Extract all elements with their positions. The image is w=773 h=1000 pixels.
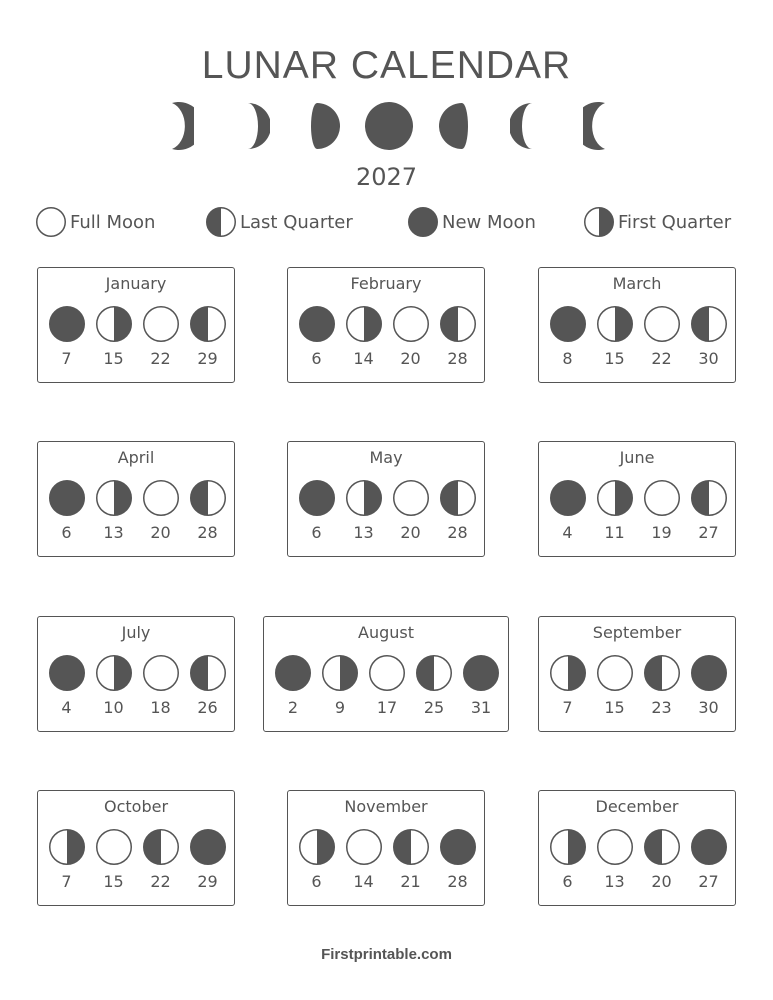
phase-entry xyxy=(190,829,226,891)
month-name: March xyxy=(612,274,662,293)
phase-day: 14 xyxy=(353,872,374,891)
phase-day: 9 xyxy=(334,698,346,717)
phase-day: 7 xyxy=(61,349,72,368)
phase-day: 6 xyxy=(562,872,573,891)
phase-entry xyxy=(416,655,452,717)
moon-first-icon xyxy=(346,480,382,516)
phase-day: 15 xyxy=(103,872,124,891)
phase-entry xyxy=(597,829,633,891)
year-label: 2027 xyxy=(355,163,418,191)
phase-entry xyxy=(143,306,179,368)
moon-full-icon xyxy=(143,655,179,691)
phase-day: 20 xyxy=(400,523,421,542)
moon-new-icon xyxy=(49,480,85,516)
moon-last-icon xyxy=(644,655,680,691)
moon-new-icon xyxy=(550,306,586,342)
phase-day: 22 xyxy=(150,872,171,891)
phase-day: 30 xyxy=(698,349,719,368)
phase-entry xyxy=(597,655,633,717)
phase-entry xyxy=(440,306,476,368)
month-name: October xyxy=(103,797,169,816)
phase-entry xyxy=(275,655,311,717)
phase-entry xyxy=(346,480,382,542)
phase-day: 6 xyxy=(311,349,322,368)
phase-entry xyxy=(49,829,85,891)
phase-day: 17 xyxy=(376,698,398,717)
phase-entry xyxy=(143,655,179,717)
phase-entry xyxy=(143,829,179,891)
month-name: January xyxy=(105,274,167,293)
waxing-half-icon xyxy=(510,101,560,151)
phase-entry xyxy=(393,829,429,891)
phase-entry xyxy=(299,829,335,891)
phase-day: 15 xyxy=(103,349,124,368)
waxing-crescent-icon xyxy=(583,101,633,151)
phase-entry xyxy=(463,655,499,717)
phase-entry xyxy=(96,480,132,542)
month-card-october xyxy=(37,790,235,906)
month-name: August xyxy=(358,623,414,642)
phase-entry xyxy=(49,655,85,717)
moon-full-icon xyxy=(346,829,382,865)
moon-full-icon xyxy=(393,306,429,342)
phase-entry xyxy=(299,306,335,368)
phase-day: 25 xyxy=(423,698,445,717)
phase-entry xyxy=(143,480,179,542)
phase-entry xyxy=(691,306,727,368)
phase-entry xyxy=(346,306,382,368)
moon-new-icon xyxy=(275,655,311,691)
month-name: April xyxy=(117,448,155,467)
moon-first-icon xyxy=(96,655,132,691)
moon-last-icon xyxy=(440,480,476,516)
moon-last-icon xyxy=(440,306,476,342)
month-name: February xyxy=(350,274,422,293)
moon-last-icon xyxy=(190,306,226,342)
moon-last-icon xyxy=(206,207,240,237)
phase-day: 13 xyxy=(353,523,374,542)
month-name: November xyxy=(344,797,428,816)
phase-day: 18 xyxy=(150,698,171,717)
moon-first-icon xyxy=(597,306,633,342)
phase-day: 31 xyxy=(470,698,492,717)
phase-day: 2 xyxy=(287,698,299,717)
phase-day: 29 xyxy=(197,872,218,891)
phase-day: 6 xyxy=(311,523,322,542)
moon-first-icon xyxy=(96,306,132,342)
month-card-september xyxy=(538,616,736,732)
moon-new-icon xyxy=(49,306,85,342)
phase-day: 27 xyxy=(698,872,719,891)
moon-new-icon xyxy=(463,655,499,691)
moon-last-icon xyxy=(190,480,226,516)
phase-day: 8 xyxy=(562,349,573,368)
phase-day: 7 xyxy=(61,872,72,891)
phase-day: 13 xyxy=(604,872,625,891)
phase-day: 23 xyxy=(651,698,672,717)
phase-day: 4 xyxy=(61,698,72,717)
legend-label: First Quarter xyxy=(618,211,732,233)
phase-entry xyxy=(644,655,680,717)
month-name: September xyxy=(592,623,682,642)
moon-new-icon xyxy=(691,655,727,691)
month-card-march xyxy=(538,267,736,383)
phase-day: 21 xyxy=(400,872,421,891)
phase-entry xyxy=(346,829,382,891)
phase-entry xyxy=(550,306,586,368)
page-title: LUNAR CALENDAR xyxy=(201,44,572,87)
moon-new-icon xyxy=(190,829,226,865)
phase-day: 20 xyxy=(150,523,171,542)
moon-full-icon xyxy=(597,829,633,865)
moon-last-icon xyxy=(190,655,226,691)
moon-first-icon xyxy=(597,480,633,516)
month-card-november xyxy=(287,790,485,906)
phase-day: 10 xyxy=(103,698,124,717)
moon-first-icon xyxy=(550,829,586,865)
phase-entry xyxy=(644,306,680,368)
waning-crescent-icon xyxy=(144,101,194,151)
phase-entry xyxy=(369,655,405,717)
month-card-february xyxy=(287,267,485,383)
moon-last-icon xyxy=(691,306,727,342)
moon-first-icon xyxy=(299,829,335,865)
moon-first-icon xyxy=(96,480,132,516)
phase-entry xyxy=(393,480,429,542)
legend-item-new xyxy=(408,207,536,237)
phase-day: 14 xyxy=(353,349,374,368)
phase-day: 7 xyxy=(562,698,573,717)
phase-day: 11 xyxy=(604,523,625,542)
phase-entry xyxy=(322,655,358,717)
moon-full-icon xyxy=(369,655,405,691)
moon-new-icon xyxy=(299,306,335,342)
site-credit: Firstprintable.com xyxy=(321,946,452,963)
moon-first-icon xyxy=(550,655,586,691)
moon-new-icon xyxy=(49,655,85,691)
phase-day: 28 xyxy=(197,523,218,542)
moon-full-icon xyxy=(597,655,633,691)
moon-full-icon xyxy=(393,480,429,516)
phase-day: 28 xyxy=(447,349,468,368)
moon-full-icon xyxy=(143,306,179,342)
phase-entry xyxy=(597,306,633,368)
phase-day: 4 xyxy=(562,523,573,542)
month-card-july xyxy=(37,616,235,732)
month-card-april xyxy=(37,441,235,557)
phase-entry xyxy=(440,480,476,542)
moon-first-icon xyxy=(346,306,382,342)
legend-label: Full Moon xyxy=(70,211,156,233)
moon-new-icon xyxy=(691,829,727,865)
month-name: June xyxy=(619,448,655,467)
month-name: July xyxy=(121,623,151,642)
legend-item-last xyxy=(206,207,353,237)
moon-first-icon xyxy=(49,829,85,865)
legend-item-full xyxy=(36,207,155,237)
waning-half-icon xyxy=(220,101,270,151)
waxing-gibbous-icon xyxy=(436,101,486,151)
moon-full-icon xyxy=(36,207,70,237)
moon-full-icon xyxy=(96,829,132,865)
phase-entry xyxy=(550,655,586,717)
phase-entry xyxy=(49,306,85,368)
phase-day: 27 xyxy=(698,523,719,542)
phase-day: 15 xyxy=(604,698,625,717)
phase-day: 26 xyxy=(197,698,218,717)
phase-entry xyxy=(190,655,226,717)
waning-gibbous-icon xyxy=(293,101,343,151)
phase-day: 30 xyxy=(698,698,719,717)
phase-entry xyxy=(440,829,476,891)
moon-full-icon xyxy=(644,480,680,516)
moon-new-icon xyxy=(408,207,442,237)
moon-full-icon xyxy=(644,306,680,342)
moon-last-icon xyxy=(393,829,429,865)
phase-entry xyxy=(691,829,727,891)
moon-new-icon xyxy=(440,829,476,865)
month-card-december xyxy=(538,790,736,906)
month-name: May xyxy=(369,448,403,467)
moon-last-icon xyxy=(416,655,452,691)
month-card-may xyxy=(287,441,485,557)
phase-entry xyxy=(190,306,226,368)
moon-first-icon xyxy=(584,207,618,237)
phase-day: 6 xyxy=(311,872,322,891)
full-disc-icon xyxy=(365,101,415,151)
moon-full-icon xyxy=(143,480,179,516)
month-name: December xyxy=(595,797,679,816)
phase-day: 13 xyxy=(103,523,124,542)
phase-entry xyxy=(550,829,586,891)
phase-day: 20 xyxy=(400,349,421,368)
legend-label: New Moon xyxy=(442,211,536,233)
phase-day: 29 xyxy=(197,349,218,368)
phase-entry xyxy=(393,306,429,368)
phase-day: 6 xyxy=(61,523,72,542)
phase-entry xyxy=(691,655,727,717)
moon-last-icon xyxy=(691,480,727,516)
phase-day: 22 xyxy=(651,349,672,368)
phase-day: 28 xyxy=(447,523,468,542)
phase-entry xyxy=(644,480,680,542)
month-card-june xyxy=(538,441,736,557)
moon-first-icon xyxy=(322,655,358,691)
phase-day: 28 xyxy=(447,872,468,891)
phase-entry xyxy=(190,480,226,542)
phase-day: 22 xyxy=(150,349,171,368)
moon-new-icon xyxy=(550,480,586,516)
moon-phase-strip xyxy=(0,101,773,151)
phase-entry xyxy=(96,829,132,891)
phase-day: 20 xyxy=(651,872,672,891)
month-card-august xyxy=(263,616,509,732)
legend-item-first xyxy=(584,207,731,237)
phase-entry xyxy=(644,829,680,891)
phase-entry xyxy=(597,480,633,542)
month-card-january xyxy=(37,267,235,383)
moon-last-icon xyxy=(644,829,680,865)
phase-entry xyxy=(96,655,132,717)
legend-label: Last Quarter xyxy=(240,211,353,233)
phase-entry xyxy=(550,480,586,542)
phase-day: 19 xyxy=(651,523,672,542)
moon-new-icon xyxy=(299,480,335,516)
moon-last-icon xyxy=(143,829,179,865)
phase-day: 15 xyxy=(604,349,625,368)
phase-entry xyxy=(49,480,85,542)
phase-entry xyxy=(299,480,335,542)
phase-entry xyxy=(691,480,727,542)
phase-entry xyxy=(96,306,132,368)
